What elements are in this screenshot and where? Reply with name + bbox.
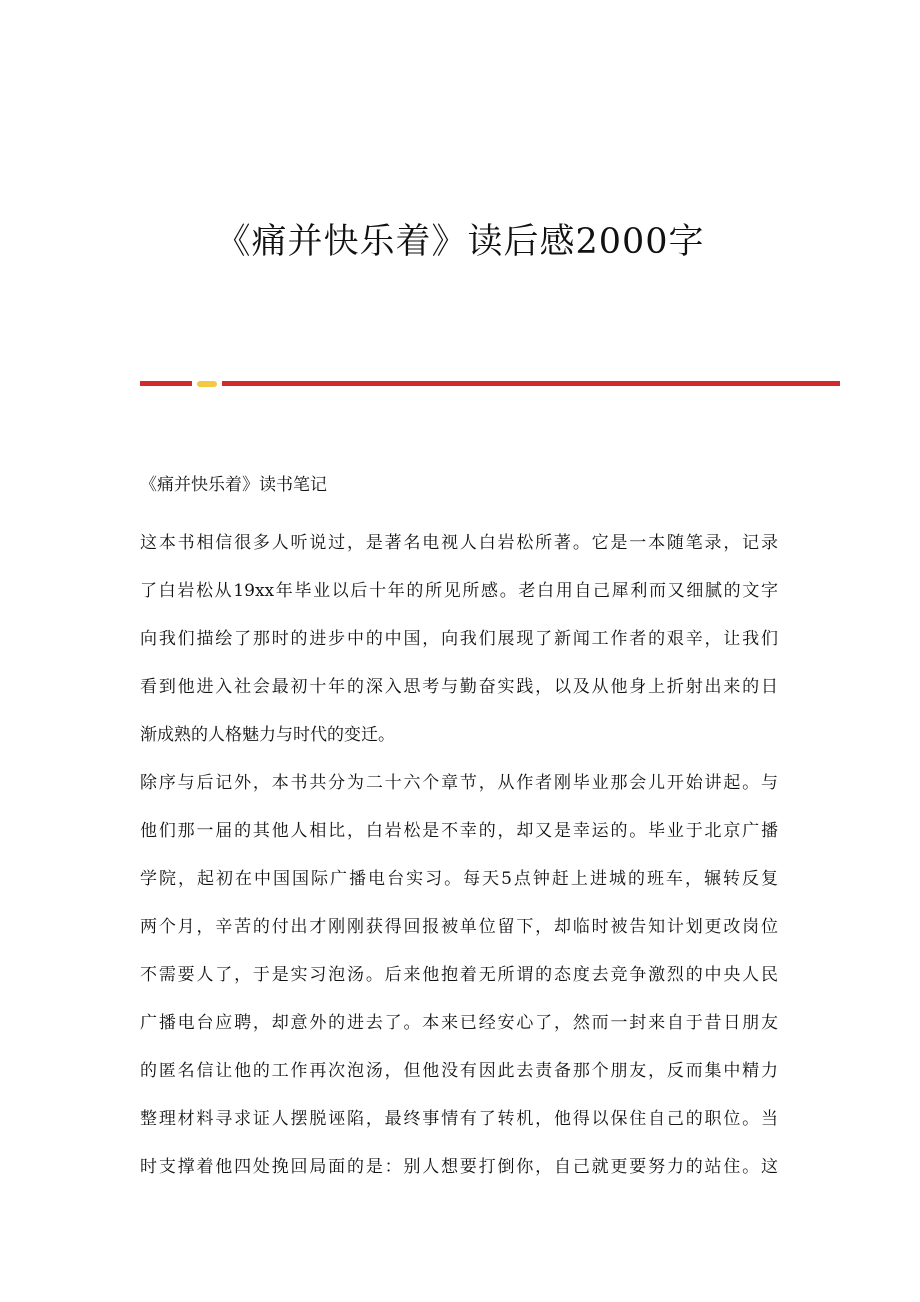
- text-line: 了白岩松从19xx年毕业以后十年的所见所感。老白用自己犀利而又细腻的文字: [140, 581, 778, 601]
- divider-ornament: [197, 381, 217, 387]
- text-line: 学院，起初在中国国际广播电台实习。每天5点钟赶上进城的班车，辗转反复: [140, 869, 778, 889]
- text-line: 整理材料寻求证人摆脱诬陷，最终事情有了转机，他得以保住自己的职位。当: [140, 1109, 778, 1129]
- document-title: 《痛并快乐着》读后感2000字: [215, 222, 705, 262]
- text-line: 两个月，辛苦的付出才刚刚获得回报被单位留下，却临时被告知计划更改岗位: [140, 917, 778, 937]
- text-line: 不需要人了，于是实习泡汤。后来他抱着无所谓的态度去竞争激烈的中央人民: [140, 965, 778, 985]
- text-line: 时支撑着他四处挽回局面的是：别人想要打倒你，自己就更要努力的站住。这: [140, 1157, 778, 1177]
- text-line: 的匿名信让他的工作再次泡汤，但他没有因此去责备那个朋友，反而集中精力: [140, 1061, 778, 1081]
- text-line: 他们那一届的其他人相比，白岩松是不幸的，却又是幸运的。毕业于北京广播: [140, 821, 778, 841]
- text-line: 广播电台应聘，却意外的进去了。本来已经安心了，然而一封来自于昔日朋友: [140, 1013, 778, 1033]
- text-line: 除序与后记外，本书共分为二十六个章节，从作者刚毕业那会儿开始讲起。与: [140, 773, 778, 793]
- text-line: 向我们描绘了那时的进步中的中国，向我们展现了新闻工作者的艰辛，让我们: [140, 629, 778, 649]
- text-line: 这本书相信很多人听说过，是著名电视人白岩松所著。它是一本随笔录，记录: [140, 533, 778, 553]
- divider-left: [140, 381, 192, 386]
- text-line: 渐成熟的人格魅力与时代的变迁。: [140, 725, 395, 745]
- divider-right: [222, 381, 840, 386]
- section-subtitle: 《痛并快乐着》读书笔记: [140, 475, 327, 495]
- text-line: 看到他进入社会最初十年的深入思考与勤奋实践，以及从他身上折射出来的日: [140, 677, 778, 697]
